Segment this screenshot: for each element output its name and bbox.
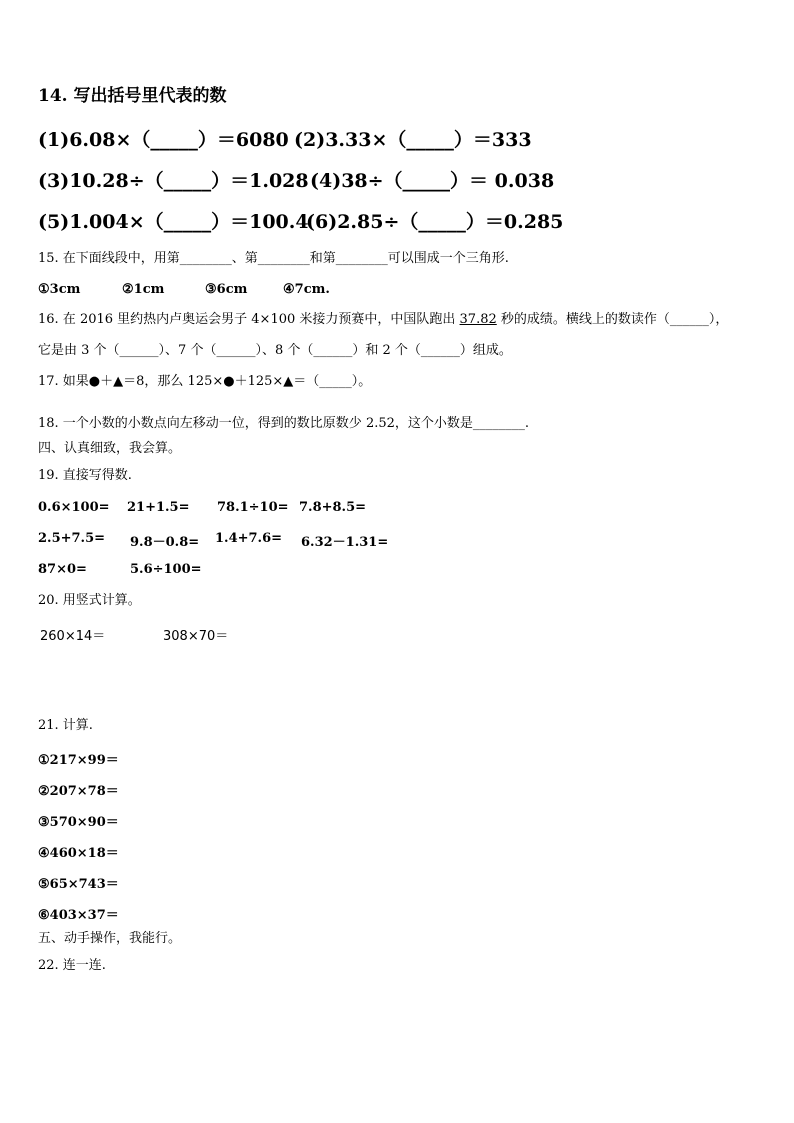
q14-item-3: (3)10.28÷（_____）＝1.028: [38, 170, 309, 192]
q14-item-6: (6)2.85÷（_____）＝0.285: [306, 211, 564, 233]
q16-line-1-start: 16. 在 2016 里约热内卢奥运会男子 4×100 米接力预赛中，中国队跑出: [38, 312, 460, 327]
q19-r1-c4: 7.8+8.5=: [299, 500, 367, 515]
q21-item-5: ⑤65×743＝: [38, 877, 119, 892]
q19-r2-c3: 1.4+7.6=: [215, 531, 283, 546]
q15-option-1: ①3cm: [38, 282, 81, 297]
q14-item-5: (5)1.004×（_____）＝100.4: [38, 211, 309, 233]
q19-r3-c1: 87×0=: [38, 562, 87, 577]
q14-item-4: (4)38÷（_____）＝ 0.038: [310, 170, 555, 192]
q20-title: 20. 用竖式计算。: [38, 593, 141, 608]
q21-item-3: ③570×90＝: [38, 815, 119, 830]
q19-r2-c2: 9.8－0.8=: [130, 535, 200, 550]
q19-r2-c4: 6.32－1.31=: [301, 535, 389, 550]
q21-item-4: ④460×18＝: [38, 846, 119, 861]
q17-text: 17. 如果●＋▲＝8，那么 125×●＋125×▲＝（_____）。: [38, 374, 372, 389]
q16-line-1-end: 秒的成绩。横线上的数读作（______），: [496, 312, 729, 327]
q14-item-1: (1)6.08×（_____）＝6080: [38, 129, 289, 151]
q15-text: 15. 在下面线段中，用第________、第________和第________可以围成一个三角形.: [38, 251, 509, 266]
q21-item-2: ②207×78＝: [38, 784, 119, 799]
q20-item-1: 260×14＝: [40, 629, 106, 644]
q14-title: 14. 写出括号里代表的数: [38, 86, 227, 106]
q15-option-3: ③6cm: [205, 282, 248, 297]
section-5-heading: 五、动手操作，我能行。: [38, 931, 182, 946]
q15-option-4: ④7cm.: [283, 282, 330, 297]
q19-r1-c3: 78.1÷10=: [217, 500, 289, 515]
q19-title: 19. 直接写得数.: [38, 468, 132, 483]
q19-r2-c1: 2.5+7.5=: [38, 531, 106, 546]
q14-item-2: (2)3.33×（_____）＝333: [294, 129, 532, 151]
q19-r1-c1: 0.6×100=: [38, 500, 110, 515]
q16-line-2: 它是由 3 个（______）、7 个（______）、8 个（______）和 2 个（______）组成。: [38, 343, 512, 358]
q21-item-1: ①217×99＝: [38, 753, 119, 768]
q19-r1-c2: 21+1.5=: [127, 500, 190, 515]
q16-underlined-number: 37.82: [459, 312, 497, 327]
q22-title: 22. 连一连.: [38, 958, 106, 973]
q18-text: 18. 一个小数的小数点向左移动一位，得到的数比原数少 2.52，这个小数是________.: [38, 416, 530, 431]
q19-r3-c2: 5.6÷100=: [130, 562, 202, 577]
q21-item-6: ⑥403×37＝: [38, 908, 119, 923]
q15-option-2: ②1cm: [122, 282, 165, 297]
q20-item-2: 308×70＝: [163, 629, 229, 644]
q21-title: 21. 计算.: [38, 718, 93, 733]
section-4-heading: 四、认真细致，我会算。: [38, 441, 182, 456]
q16-line-1: [38, 312, 728, 328]
